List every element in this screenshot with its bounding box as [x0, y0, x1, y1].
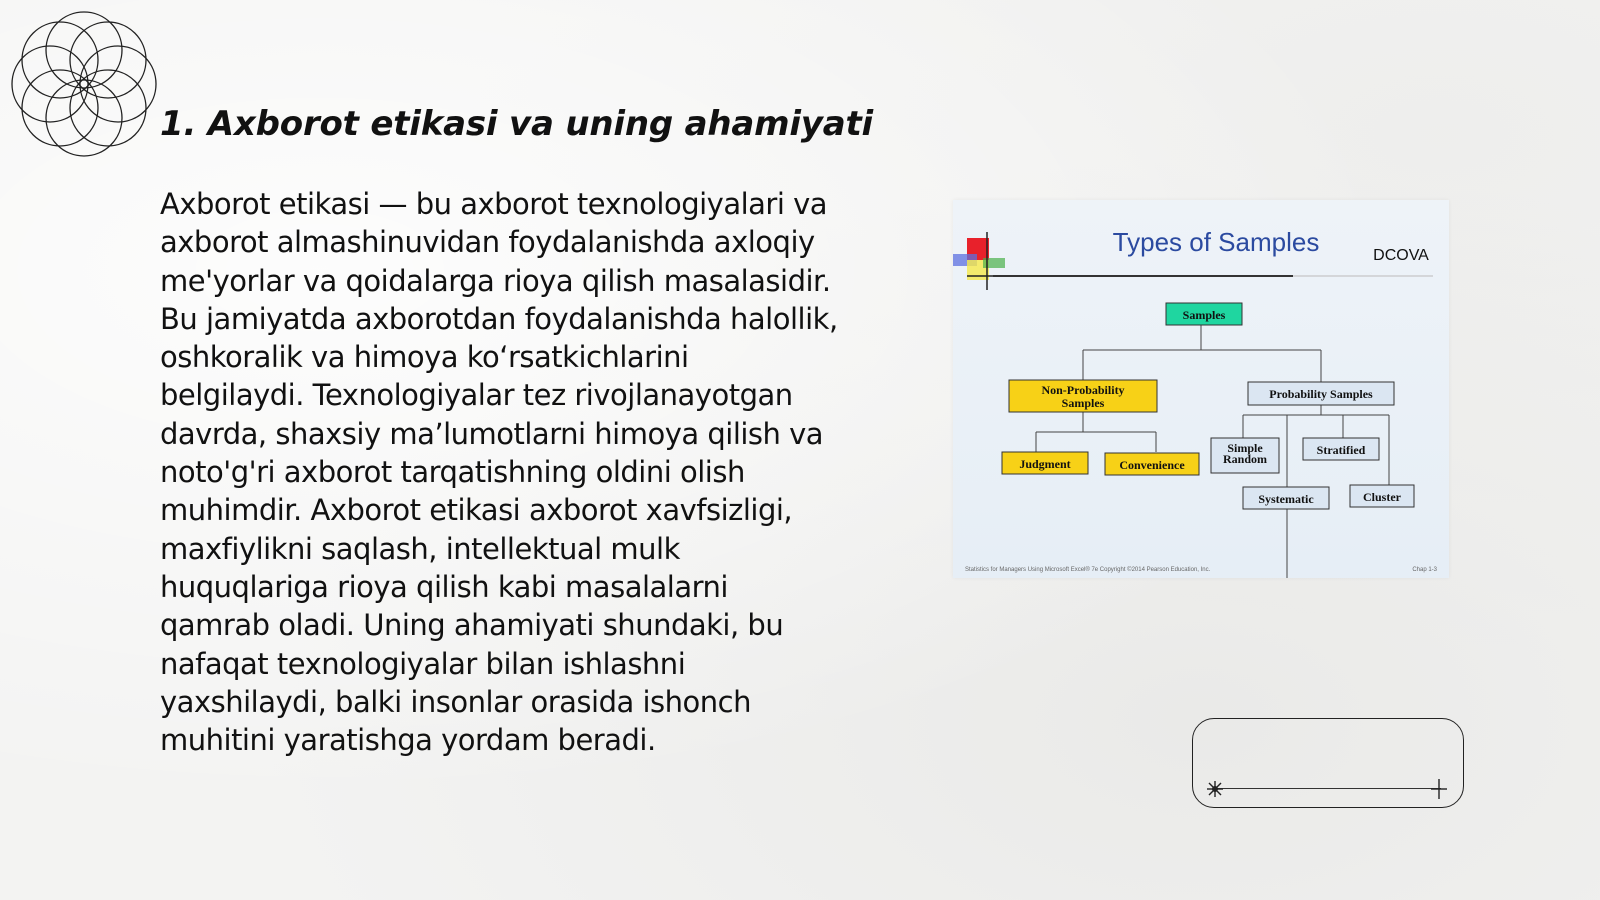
svg-text:Samples: Samples	[1182, 308, 1226, 322]
frame-divider	[1215, 788, 1441, 789]
embedded-slide-footer-right: Chap 1-3	[1412, 567, 1437, 573]
slide-body-text: Axborot etikasi — bu axborot texnologiyalari va axborot almashinuvidan foydalanishda axloqiy me'yorlar va qoidalarga rioya qilish masalasidir. Bu jamiyatda axborotdan foydalanishda halollik, oshkoralik va himoya ko‘rsatkichlarini belgilaydi. Texnologiyalar tez rivojlanayotgan davrda, shaxsiy ma’lumotlarni himoya qilish va noto'g'ri axborot tarqatishning oldini olish muhimdir. Axborot etikasi axborot xavfsizligi, maxfiylikni saqlash, intellektual mulk huquqlariga rioya qilish kabi masalalarni qamrab oladi. Uning ahamiyati shundaki, bu nafaqat texnologiyalar bilan ishlashni yaxshilaydi, balki insonlar orasida ishonch muhitini yaratishga yordam beradi.	[160, 187, 838, 758]
embedded-slide-footer-left: Statistics for Managers Using Microsoft Excel® 7e Copyright ©2014 Pearson Education, Inc.	[965, 567, 1211, 573]
svg-text:Stratified: Stratified	[1316, 443, 1366, 457]
star-icon	[1205, 779, 1225, 799]
svg-text:Random: Random	[1222, 452, 1268, 466]
embedded-slide-title: Types of Samples	[1112, 227, 1320, 257]
svg-text:Convenience: Convenience	[1119, 458, 1185, 472]
svg-text:Non-Probability: Non-Probability	[1041, 383, 1125, 397]
svg-text:Samples: Samples	[1061, 396, 1105, 410]
circular-ornament-icon	[10, 10, 158, 158]
svg-text:Systematic: Systematic	[1258, 492, 1314, 506]
decorative-frame	[1192, 718, 1464, 808]
svg-text:Cluster: Cluster	[1363, 490, 1401, 504]
svg-text:Judgment: Judgment	[1019, 457, 1071, 471]
svg-text:Probability Samples: Probability Samples	[1269, 387, 1373, 401]
embedded-slide-brand: DCOVA	[1373, 247, 1429, 264]
svg-text:Simple: Simple	[1227, 441, 1263, 455]
types-of-samples-image	[953, 200, 1449, 578]
cross-icon	[1429, 779, 1449, 799]
slide-title: 1. Axborot etikasi va uning ahamiyati	[160, 104, 873, 144]
red-square-logo-icon	[953, 232, 1013, 290]
